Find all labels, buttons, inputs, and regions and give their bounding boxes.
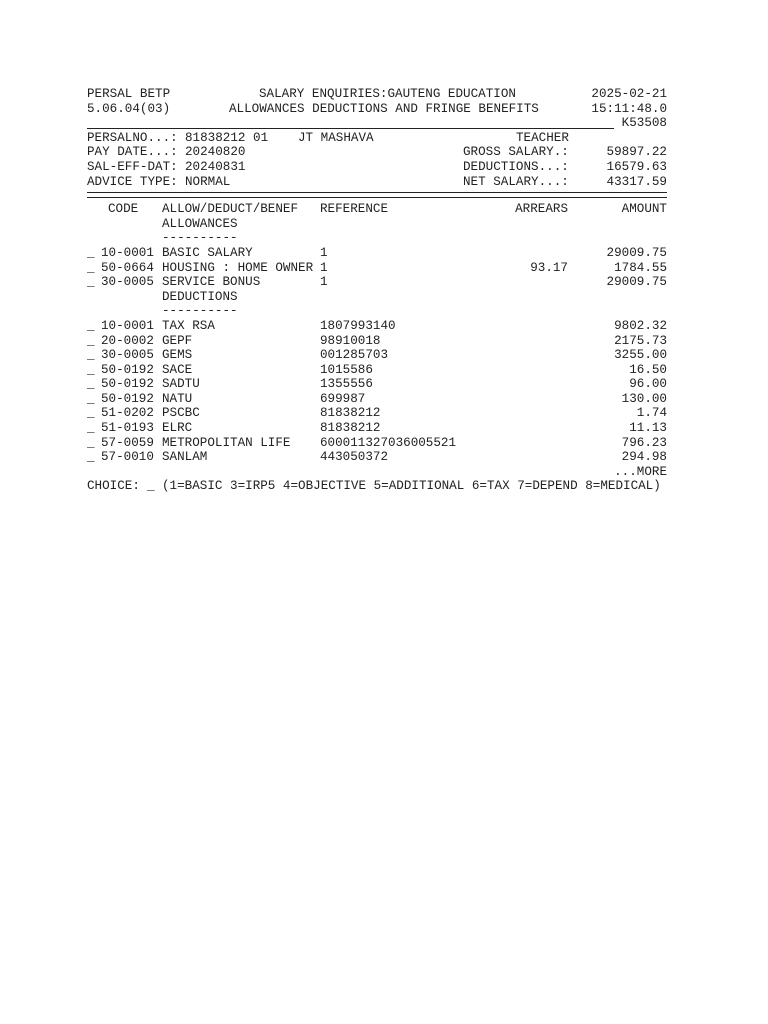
row-amount: 11.13 [629,421,667,436]
row-select-field[interactable]: _ [87,391,95,406]
choice-line [87,479,667,494]
allowances-list [87,246,667,290]
row-amount: 96.00 [629,377,667,392]
persalno-value: 81838212 01 [185,130,269,145]
deductions-underline-line [87,304,667,319]
system-version: 5.06.04(03) [87,101,171,116]
row-code: 10-0001 [101,245,154,260]
row-select-field[interactable]: _ [87,450,95,465]
row-select-field[interactable]: _ [87,406,95,421]
row-select-field[interactable]: _ [87,275,95,290]
header-divider [87,128,614,129]
gross-salary-label: GROSS SALARY.: [463,145,569,160]
column-header-row [87,202,667,217]
allowances-underline: ---------- [162,231,238,246]
table-row [87,392,667,407]
row-description: TAX RSA [162,318,215,333]
net-salary-value: 43317.59 [606,174,667,189]
employee-line-4 [87,175,667,190]
table-row [87,261,667,276]
table-row [87,334,667,349]
row-code: 51-0193 [101,421,154,436]
row-amount: 16.50 [629,362,667,377]
deductions-heading-line [87,290,667,305]
col-code: CODE [108,202,139,217]
deductions-heading: DEDUCTIONS [162,289,238,304]
row-reference: 1015586 [320,362,373,377]
row-description: GEMS [162,348,193,363]
terminal-screen [87,87,667,494]
row-code: 30-0005 [101,348,154,363]
screen-title: SALARY ENQUIRIES:GAUTENG EDUCATION [259,87,516,101]
row-code: 50-0192 [101,362,154,377]
row-select-field[interactable]: _ [87,260,95,275]
table-row [87,377,667,392]
row-amount: 2175.73 [614,333,667,348]
row-reference: 1 [320,275,328,290]
row-description: SERVICE BONUS [162,275,261,290]
gross-salary-value: 59897.22 [606,145,667,160]
row-reference: 600011327036005521 [320,435,457,450]
row-code: 50-0664 [101,260,154,275]
system-name: PERSAL BETP [87,87,171,101]
col-arrears: ARREARS [515,202,568,217]
screen-subtitle: ALLOWANCES DEDUCTIONS AND FRINGE BENEFITS [229,101,539,116]
employee-line-2 [87,145,667,160]
user-id: K53508 [621,116,667,131]
persalno-label: PERSALNO...: [87,130,178,145]
employee-line-1 [87,131,667,146]
row-description: PSCBC [162,406,200,421]
row-select-field[interactable]: _ [87,245,95,260]
row-reference: 98910018 [320,333,381,348]
row-select-field[interactable]: _ [87,318,95,333]
current-time: 15:11:48.0 [591,101,667,116]
employee-rank: TEACHER [516,130,569,145]
row-code: 51-0202 [101,406,154,421]
advice-type-label: ADVICE TYPE: [87,174,178,189]
header-line-3 [87,116,667,131]
row-description: HOUSING : HOME OWNER [162,260,314,275]
row-select-field[interactable]: _ [87,362,95,377]
header-line-1 [87,87,667,102]
table-row [87,246,667,261]
table-row [87,348,667,363]
sal-eff-date-value: 20240831 [185,159,246,174]
row-code: 50-0192 [101,391,154,406]
table-row [87,436,667,451]
row-amount: 1784.55 [614,260,667,275]
row-description: SADTU [162,377,200,392]
table-row [87,275,667,290]
row-select-field[interactable]: _ [87,435,95,450]
deductions-label: DEDUCTIONS...: [463,159,569,174]
row-reference: 699987 [320,391,366,406]
pay-date-value: 20240820 [185,145,246,160]
row-reference: 1355556 [320,377,373,392]
row-select-field[interactable]: _ [87,377,95,392]
deductions-value: 16579.63 [606,159,667,174]
row-description: GEPF [162,333,193,348]
row-amount: 130.00 [621,391,667,406]
row-description: SACE [162,362,193,377]
row-select-field[interactable]: _ [87,421,95,436]
col-description: ALLOW/DEDUCT/BENEF [162,202,299,217]
col-amount: AMOUNT [621,202,667,217]
choice-options: (1=BASIC 3=IRP5 4=OBJECTIVE 5=ADDITIONAL 6=TAX 7=DEPEND 8=MEDICAL) [162,479,661,494]
row-description: ELRC [162,421,193,436]
double-divider [87,192,667,198]
row-reference: 81838212 [320,421,381,436]
row-code: 30-0005 [101,275,154,290]
pay-date-label: PAY DATE...: [87,145,178,160]
more-indicator: ...MORE [614,464,667,479]
row-reference: 1807993140 [320,318,396,333]
table-row [87,363,667,378]
row-code: 20-0002 [101,333,154,348]
advice-type-value: NORMAL [185,174,231,189]
row-reference: 1 [320,245,328,260]
row-amount: 294.98 [621,450,667,465]
row-code: 10-0001 [101,318,154,333]
row-code: 57-0010 [101,450,154,465]
row-select-field[interactable]: _ [87,348,95,363]
table-row [87,421,667,436]
current-date: 2025-02-21 [591,87,667,101]
row-amount: 3255.00 [614,348,667,363]
row-description: NATU [162,391,193,406]
choice-input[interactable]: _ [147,479,155,494]
row-reference: 001285703 [320,348,389,363]
allowances-underline-line [87,231,667,246]
choice-label: CHOICE: [87,479,140,494]
employee-name: JT MASHAVA [298,130,374,145]
row-amount: 29009.75 [606,245,667,260]
row-code: 57-0059 [101,435,154,450]
row-select-field[interactable]: _ [87,333,95,348]
row-arrears: 93.17 [530,260,568,275]
allowances-heading: ALLOWANCES [162,216,238,231]
row-description: SANLAM [162,450,208,465]
allowances-heading-line [87,217,667,232]
row-reference: 81838212 [320,406,381,421]
row-reference: 1 [320,260,328,275]
row-reference: 443050372 [320,450,389,465]
col-reference: REFERENCE [320,202,389,217]
table-row [87,450,667,465]
net-salary-label: NET SALARY...: [463,174,569,189]
row-amount: 1.74 [636,406,667,421]
row-amount: 796.23 [621,435,667,450]
deductions-list [87,319,667,465]
header-line-2 [87,102,667,117]
employee-line-3 [87,160,667,175]
more-line [87,465,667,480]
row-code: 50-0192 [101,377,154,392]
row-description: BASIC SALARY [162,245,253,260]
row-description: METROPOLITAN LIFE [162,435,291,450]
table-row [87,319,667,334]
sal-eff-date-label: SAL-EFF-DAT: [87,159,178,174]
row-amount: 9802.32 [614,318,667,333]
row-amount: 29009.75 [606,275,667,290]
table-row [87,406,667,421]
deductions-underline: ---------- [162,304,238,319]
